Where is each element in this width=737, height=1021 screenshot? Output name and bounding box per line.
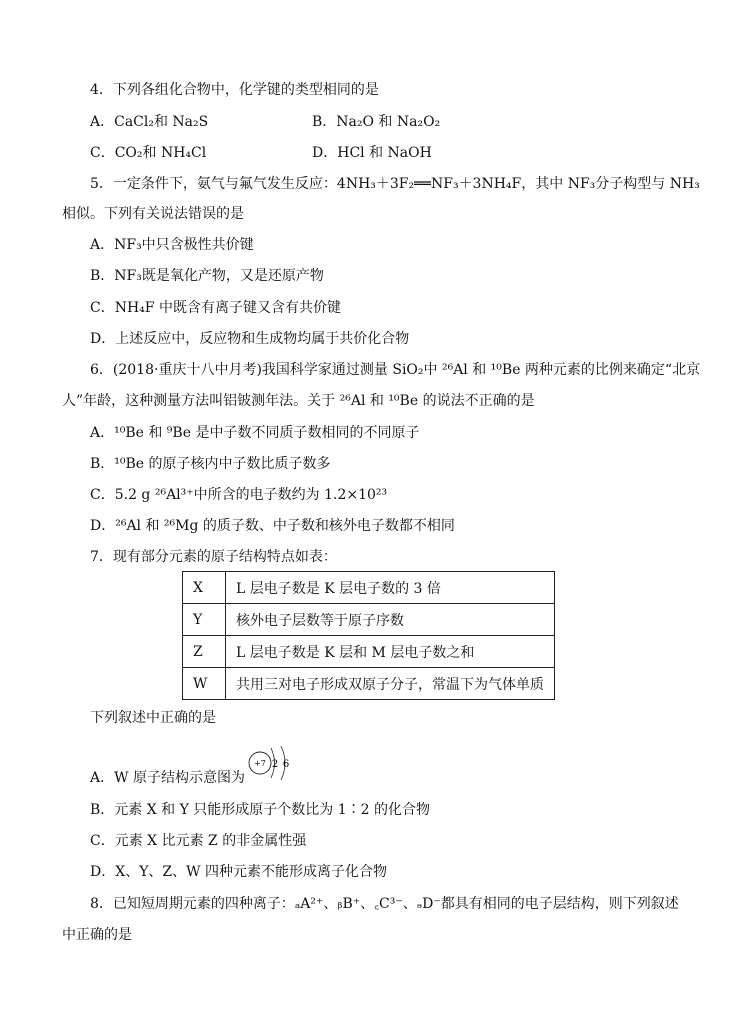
shell-2-electrons: 6 (282, 759, 290, 770)
q4-option-c-text: CO₂和 NH₄Cl (114, 145, 207, 161)
q5-option-d: D．上述反应中，反应物和生成物均属于共价化合物 (90, 331, 410, 347)
element-symbol: Z (183, 636, 226, 668)
element-description: L 层电子数是 K 层和 M 层电子数之和 (226, 636, 555, 668)
q4-option-b-text: Na₂O 和 Na₂O₂ (336, 114, 441, 130)
q7-stem: 7．现有部分元素的原子结构特点如表： (90, 549, 337, 565)
element-description: 共用三对电子形成双原子分子，常温下为气体单质 (226, 668, 555, 700)
element-symbol: W (183, 668, 226, 700)
shell-1-electrons: 2 (271, 759, 279, 770)
atom-structure-diagram (247, 742, 297, 782)
q6-option-a: A．¹⁰Be 和 ⁹Be 是中子数不同质子数相同的不同原子 (90, 425, 420, 441)
q8-stem-line2: 中正确的是 (62, 927, 132, 943)
q4-option-d-text: HCl 和 NaOH (337, 145, 432, 161)
q7-option-a: A．W 原子结构示意图为 (90, 770, 245, 786)
table-row (183, 604, 555, 636)
nucleus-charge: +7 (254, 759, 266, 768)
q6-option-d: D．²⁶Al 和 ²⁶Mg 的质子数、中子数和核外电子数都不相同 (90, 518, 455, 534)
q5-option-b: B．NF₃既是氧化产物，又是还原产物 (90, 268, 324, 284)
q4-option-b-label: B． (312, 114, 337, 130)
element-symbol: X (183, 572, 226, 604)
q4-option-c (90, 143, 206, 163)
q8-stem-line1: 8．已知短周期元素的四种离子：ₐA²⁺、ᵦB⁺、꜀C³⁻、ₔD⁻都具有相同的电子层结构，则下列叙述 (90, 896, 679, 912)
q5-stem-line1: 5．一定条件下，氨气与氟气发生反应：4NH₃＋3F₂══NF₃＋3NH₄F，其中 NF₃分子构型与 NH₃ (90, 176, 700, 192)
q7-sub-stem: 下列叙述中正确的是 (90, 710, 216, 726)
q6-option-b: B．¹⁰Be 的原子核内中子数比质子数多 (90, 456, 331, 472)
q6-stem-line2: 人”年龄，这种测量方法叫铝铍测年法。关于 ²⁶Al 和 ¹⁰Be 的说法不正确的是 (62, 393, 535, 409)
q5-option-c: C．NH₄F 中既含有离子键又含有共价键 (90, 300, 341, 316)
q4-option-a-text: CaCl₂和 Na₂S (114, 114, 209, 130)
table-row (183, 636, 555, 668)
q4-option-b (312, 112, 440, 132)
q4-option-a (90, 112, 208, 132)
q6-stem-line1: 6．(2018·重庆十八中月考)我国科学家通过测量 SiO₂中 ²⁶Al 和 ¹⁰Be 两种元素的比例来确定“北京 (90, 362, 701, 378)
q7-option-c: C．元素 X 比元素 Z 的非金属性强 (90, 833, 307, 849)
table-row (183, 572, 555, 604)
table-row (183, 668, 555, 700)
element-description: L 层电子数是 K 层电子数的 3 倍 (226, 572, 555, 604)
q4-option-c-label: C． (90, 145, 115, 161)
q4-option-d (312, 143, 432, 163)
element-description: 核外电子层数等于原子序数 (226, 604, 555, 636)
q7-option-d: D．X、Y、Z、W 四种元素不能形成离子化合物 (90, 864, 387, 880)
q4-option-a-label: A． (90, 114, 115, 130)
q6-option-c: C．5.2 g ²⁶Al³⁺中所含的电子数约为 1.2×10²³ (90, 487, 388, 503)
q4-option-d-label: D． (312, 145, 338, 161)
element-table (182, 571, 555, 700)
q5-stem-line2: 相似。下列有关说法错误的是 (62, 206, 244, 222)
element-symbol: Y (183, 604, 226, 636)
q4-stem: 4．下列各组化合物中，化学键的类型相同的是 (90, 82, 379, 98)
q5-option-a: A．NF₃中只含极性共价键 (90, 237, 254, 253)
q7-option-b: B．元素 X 和 Y 只能形成原子个数比为 1∶2 的化合物 (90, 802, 431, 818)
